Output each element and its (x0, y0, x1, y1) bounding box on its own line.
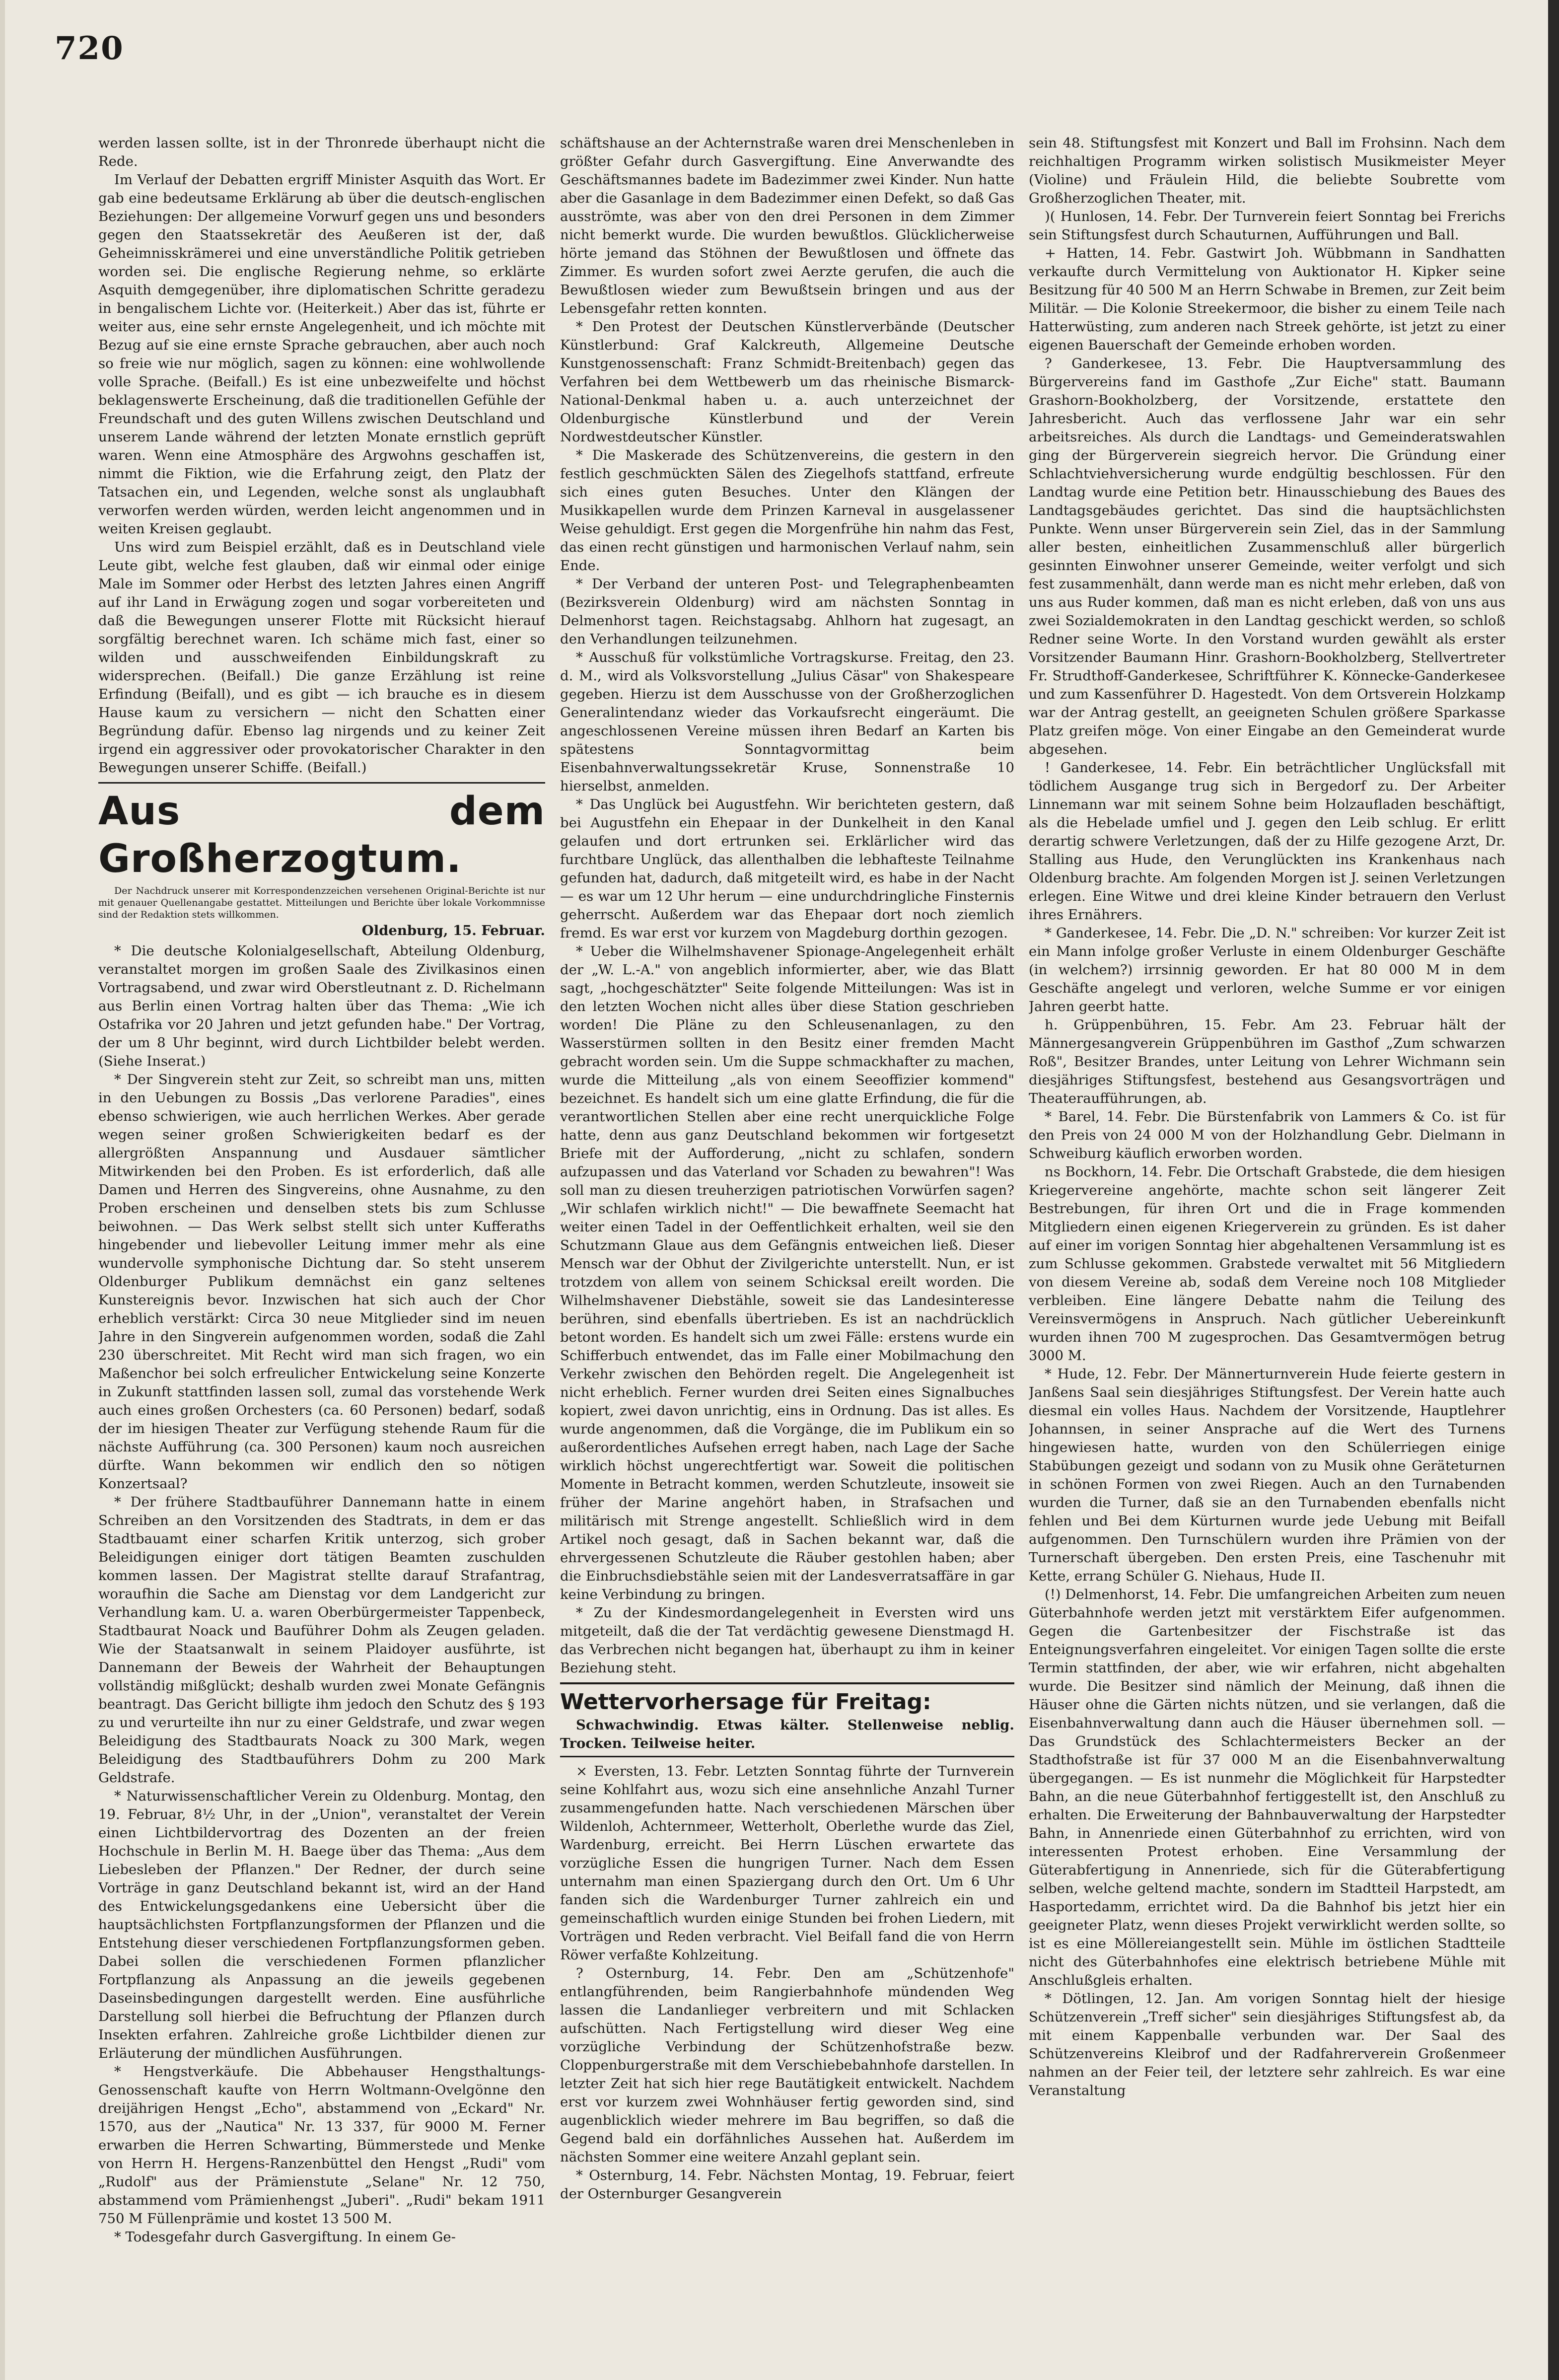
article-text: (!) Delmenhorst, 14. Febr. Die umfangreichen Arbeiten zum neuen Güterbahnhofe werden jetzt mit verstärktem Eifer aufgenommen. Gegen die Gartenbesitzer der Fischstraße ist das Enteignungsverfahren eingeleitet. Vor einigen Tagen sollte die erste Termin stattfinden, der aber, wie wir erfahren, nicht abgehalten wurde. Die Besitzer sind nämlich der Meinung, daß ihnen die Häuser ohne die Gärten nichts nützen, und sie verlangen, daß die Eisenbahnverwaltung dann auch die Häuser übernehmen soll. — Das Grundstück des Schlachtermeisters Becker an der Stadthofstraße ist für 37 000 M an die Eisenbahnverwaltung übergegangen. — Es ist nunmehr die Möglichkeit für Harpstedter Bahn, an die neue Güterbahnhof fertiggestellt ist, den Anschluß zu erhalten. Die Erweiterung der Bahnbauverwaltung der Harpstedter Bahn, in Annenriede einen Güterbahnhof zu errichten, wird von interessenten Protest erhoben. Eine Versammlung der Güterabfertigung in Annenriede, sich für die Güterabfertigung selben, welche geltend machte, sondern im Stadtteil Harpstedt, am Hasportedamm, errichtet wird. Da die Bahnhof bis jetzt hier ein geeigneter Platz, wenn dieses Projekt verwirklicht werden sollte, so ist es eine Möllereiangestellt sein. Mühle im östlichen Stadtteile nicht des Güterbahnhofes eine elektrisch betriebene Mühle mit Anschlußgleis erhalten. (1029, 1587, 1505, 1988)
article-text: * Ausschuß für volkstümliche Vortragskurse. Freitag, den 23. d. M., wird als Volksvorstellung „Julius Cäsar" von Shakespeare gegeben. Hierzu ist dem Ausschusse von der Großherzoglichen Generalintendanz wieder das Vorkaufsrecht eingeräumt. Die angeschlossenen Vereine müssen ihren Bedarf an Karten bis spätestens Sonntagvormittag beim Eisenbahnverwaltungssekretär Kruse, Sonnenstraße 10 hierselbst, anmelden. (560, 649, 1014, 794)
article-text: * Die Maskerade des Schützenvereins, die gestern in den festlich geschmückten Sälen des Ziegelhofs stattfand, erfreute sich eines guten Besuches. Unter den Klängen der Musikkapellen wurde dem Prinzen Karneval in ausgelassener Weise gehuldigt. Erst gegen die Morgenfrühe hin nahm das Fest, das einen recht günstigen und harmonischen Verlauf nahm, sein Ende. (560, 447, 1014, 574)
dateline: Oldenburg, 15. Februar. (361, 923, 545, 938)
article-text: * Ueber die Wilhelmshavener Spionage-Angelegenheit erhält der „W. L.-A." von angeblich informierter, aber, wie das Blatt sagt, „hochgeschätzter" Seite folgende Mitteilungen: Was ist in den letzten Wochen nicht alles über diese Station geschrieben worden! Die Pläne zu den Schleusenanlagen, zu den Wasserstürmen sollten in den Besitz einer fremden Macht gebracht worden sein. Um die Suppe schmackhafter zu machen, wurde die Mitteilung „als von einem Seeoffizier kommend" bezeichnet. Es handelt sich um eine glatte Erfindung, die für die verantwortlichen Stellen aber eine recht unerquickliche Folge hatte, denn aus ganz Deutschland bekommen wir fortgesetzt Briefe mit der Aufforderung, „nicht zu schlafen, sondern aufzupassen und das Vaterland vor Schaden zu bewahren"! Was soll man zu diesen treuherzigen patriotischen Vorwürfen sagen? „Wir schlafen wirklich nicht!" — Die bewaffnete Seemacht hat weiter einen Tadel in der Oeffentlichkeit erhalten, weil sie den Schutzmann Glaue aus dem Gefängnis entweichen ließ. Dieser Mensch war der Obhut der Zivilgerichte unterstellt. Nun, er ist trotzdem von allem von seinem Schicksal ereilt worden. Die Wilhelmshavener Diebstähle, soweit sie das Landesinteresse berühren, sind ebenfalls übertrieben. Es ist an nachdrücklich betont worden. Es handelt sich um zwei Fälle: erstens wurde ein Schifferbuch entwendet, das im Falle einer Mobilmachung den Verkehr zwischen den Behörden regelt. Die Angelegenheit ist nicht erheblich. Ferner wurden drei Seiten eines Signalbuches kopiert, zwei davon unrichtig, eins in Ordnung. Das ist alles. Es wurde angenommen, daß die Vorgänge, die im Publikum ein so außerordentliches Aufsehen erregt haben, nach Lage der Sache wirklich höchst ungerechtfertigt war. Soweit die politischen Momente in Betracht kommen, werden Schutzleute, insoweit sie früher der Marine angehört haben, in Strafsachen und militärisch mit Strenge angestellt. Schließlich wird in dem Artikel noch gesagt, daß in Sachen bekannt war, daß die ehrvergessenen Schutzleute die Räuber gestohlen haben; aber die Einbruchsdiebstähle seien mit der Landesverratsaffäre in gar keine Verbindung zu bringen. (560, 943, 1014, 1602)
article-text: * Der Verband der unteren Post- und Telegraphenbeamten (Bezirksverein Oldenburg) wird am nächsten Sonntag in Delmenhorst tagen. Reichstagsabg. Ahlhorn hat zugesagt, an den Verhandlungen teilzunehmen. (560, 576, 1014, 647)
scan-left-edge (0, 0, 5, 2380)
article-text: ? Osternburg, 14. Febr. Den am „Schützenhofe" entlangführenden, beim Rangierbahnhofe mündenden Weg lassen die Landanlieger verbreitern und mit Schlacken aufschütten. Nach Fertigstellung wird dieser Weg eine vorzügliche Verbindung der Schützenhofstraße bezw. Cloppenburgerstraße mit dem Verschiebebahnhofe darstellen. In letzter Zeit hat sich hier rege Bautätigkeit entwickelt. Nachdem erst vor kurzem zwei Wohnhäuser fertig geworden sind, sind augenblicklich wieder mehrere im Bau begriffen, so daß die Gegend bald ein dorfähnliches Aussehen hat. Außerdem im nächsten Sommer eine weitere Anzahl geplant sein. (560, 1965, 1014, 2165)
article-text: h. Grüppenbühren, 15. Febr. Am 23. Februar hält der Männergesangverein Grüppenbühren im Gasthof „Zum schwarzen Roß", Besitzer Brandes, unter Leitung von Lehrer Wichmann sein diesjähriges Stiftungsfest, bestehend aus Gesangsvorträgen und Theateraufführungen, ab. (1029, 1017, 1505, 1106)
column-3 (1029, 134, 1505, 2359)
column-2 (560, 134, 1014, 2359)
weather-text: Schwachwindig. Etwas kälter. Stellenweise neblig. Trocken. Teilweise heiter. (560, 1717, 1014, 1751)
article-text: werden lassen sollte, ist in der Thronrede überhaupt nicht die Rede. (98, 135, 545, 169)
article-text: * Hengstverkäufe. Die Abbehauser Hengsthaltungs-Genossenschaft kaufte von Herrn Woltmann-Ovelgönne den dreijährigen Hengst „Echo", abstammend von „Eckard" Nr. 1570, aus der „Nautica" Nr. 13 337, für 9000 M. Ferner erwarben die Herren Schwarting, Bümmerstede und Menke von Herrn H. Hergens-Ranzenbüttel den Hengst „Rudi" vom „Rudolf" aus der Prämienstute „Selane" Nr. 12 750, abstammend vom Prämienhengst „Juberi". „Rudi" bekam 1911 750 M Füllenprämie und kostet 13 500 M. (98, 2064, 545, 2227)
article-text: * Dötlingen, 12. Jan. Am vorigen Sonntag hielt der hiesige Schützenverein „Treff sicher" sein diesjähriges Stiftungsfest ab, da mit einem Kappenballe verbunden war. Der Saal des Schützenvereins Kleibrof und der Radfahrerverein Großenmeer nahmen an der Feier teil, der letztere sehr zahlreich. Es war eine Veranstaltung (1029, 1991, 1505, 2098)
article-text: Im Verlauf der Debatten ergriff Minister Asquith das Wort. Er gab eine bedeutsame Erklärung ab über die deutsch-englischen Beziehungen: Der allgemeine Vorwurf gegen uns und besonders gegen den Staatssekretär des Aeußeren ist der, daß Geheimnisskrämerei und eine unverständliche Politik getrieben worden sei. Die englische Regierung nehme, so erklärte Asquith demgegenüber, ihre diplomatischen Schritte geradezu in bengalischem Lichte vor. (Heiterkeit.) Aber das ist, führte er weiter aus, eine sehr ernste Angelegenheit, und ich möchte mit Bezug auf sie eine ernste Sprache gebrauchen, aber auch noch so freie wie nur möglich, sagen zu können: eine wohlwollende volle Sprache. (Beifall.) Es ist eine unbezweifelte und höchst beklagenswerte Erscheinung, daß die traditionellen Gefühle der Freundschaft und des guten Willens zwischen Deutschland und unserem Lande während der letzten Monate ernstlich geprüft waren. Wenn eine Atmosphäre des Argwohns geschaffen ist, nimmt die Fiktion, wie die Erfahrung zeigt, den Platz der Tatsachen ein, und Legenden, welche sonst als unglaubhaft verworfen werden würden, werden leicht angenommen und in weiten Kreisen geglaubt. (98, 172, 545, 537)
article-text: ? Ganderkesee, 13. Febr. Die Hauptversammlung des Bürgervereins fand im Gasthofe „Zur Eiche" statt. Baumann Grashorn-Bookholzberg, der Vorsitzende, erstattete den Jahresbericht. Auch das verflossene Jahr war ein sehr arbeitsreiches. Als durch die Landtags- und Gemeinderatswahlen ging der Bürgerverein siegreich hervor. Die Gründung einer Schlachtviehversicherung wurde endgültig beschlossen. Für den Landtag wurde eine Petition betr. Hinausschiebung des Baues des Landtagsgebäudes gerichtet. Das sind die hauptsächlichsten Punkte. Wenn unser Bürgerverein sein Ziel, das in der Sammlung aller besten, einheitlichen Zusammenschluß aller bürgerlich gesinnten Einwohner unserer Gemeinde, weiter verfolgt und sich fest zusammenhält, dann werde man es nicht mehr erleben, daß von uns aus Ruder kommen, daß man es nicht erleben, daß von uns aus zwei Sozialdemokraten in den Landtag geschickt werden, so schloß Redner seine Worte. In den Vorstand wurden gewählt als erster Vorsitzender Baumann Hinr. Grashorn-Bookholzberg, Stellvertreter Fr. Strudthoff-Ganderkesee, Schriftführer K. Könnecke-Ganderkesee und zum Kassenführer D. Hagestedt. Von dem Ortsverein Holzkamp war der Antrag gestellt, an geeigneten Schulen größere Sparkasse Platz greifen möge. Von einer Eingabe an den Gemeinderat wurde abgesehen. (1029, 356, 1505, 757)
article-text: sein 48. Stiftungsfest mit Konzert und Ball im Frohsinn. Nach dem reichhaltigen Programm wirken solistisch Musikmeister Meyer (Violine) und Fräulein Hild, die beliebte Soubrette vom Großherzoglichen Theater, mit. (1029, 135, 1505, 206)
column-1 (98, 134, 545, 2359)
section-title: Aus dem Großherzogtum. (98, 789, 545, 881)
article-text: * Todesgefahr durch Gasvergiftung. In einem Ge- (114, 2229, 456, 2245)
article-text: * Barel, 14. Febr. Die Bürstenfabrik von Lammers & Co. ist für den Preis von 24 000 M von der Holzhandlung Gebr. Dielmann in Schweiburg käuflich erworben worden. (1029, 1109, 1505, 1161)
article-text: * Ganderkesee, 14. Febr. Die „D. N." schreiben: Vor kurzer Zeit ist ein Mann infolge großer Verluste in einem Oldenburger Geschäfte (in welchem?) irrsinnig geworden. Er hat 80 000 M in dem Geschäfte angelegt und verloren, welche Summe er vor einigen Jahren geerbt hatte. (1029, 925, 1505, 1014)
article-text: * Das Unglück bei Augustfehn. Wir berichteten gestern, daß bei Augustfehn ein Ehepaar in der Dunkelheit in den Kanal gelaufen und dort ertrunken sei. Erklärlicher wird das furchtbare Unglück, das allenthalben die lebhafteste Teilnahme gefunden hat, dadurch, daß mitgeteilt wird, es habe in der Nacht — es war um 12 Uhr herum — eine undurchdringliche Finsternis geherrscht. Außerdem war das Ehepaar dort noch ziemlich fremd. Es war erst vor kurzem von Magdeburg dorthin gezogen. (560, 796, 1014, 941)
article-text: schäftshause an der Achternstraße waren drei Menschenleben in größter Gefahr durch Gasvergiftung. Eine Anverwandte des Geschäftsmannes badete im Badezimmer zwei Kinder. Nun hatte aber die Gasanlage in dem Badezimmer einen Defekt, so daß Gas ausströmte, was aber von den drei Personen in dem Zimmer nicht bemerkt wurde. Die wurden bewußtlos. Glücklicherweise hörte jemand das Stöhnen der Bewußtlosen und öffnete das Zimmer. Es wurden sofort zwei Aerzte gerufen, die auch die Bewußtlosen wieder zum Bewußtsein bringen und aus der Lebensgefahr retten konnten. (560, 135, 1014, 316)
weather-forecast (560, 1682, 1014, 1757)
page-number: 720 (55, 30, 124, 67)
article-text: ⨯ Eversten, 13. Febr. Letzten Sonntag führte der Turnverein seine Kohlfahrt aus, wozu sich eine ansehnliche Anzahl Turner zusammengefunden hatte. Nach verschiedenen Märschen über Wildenloh, Achternmeer, Wetterholt, Oberlethe wurde das Ziel, Wardenburg, erreicht. Bei Herrn Lüschen erwartete das vorzügliche Essen die hungrigen Turner. Nach dem Essen unternahm man einen Spaziergang durch den Ort. Um 6 Uhr fanden sich die Wardenburger Turner zahlreich ein und gemeinschaftlich wurden einige Stunden bei frohen Liedern, mit Vorträgen und Reden verbracht. Viel Beifall fand die von Herrn Röwer verfaßte Kohlzeitung. (560, 1763, 1014, 1963)
section-note: Der Nachdruck unserer mit Korrespondenzzeichen versehenen Original-Berichte ist nur mit genauer Quellenangabe gestattet. Mitteilungen und Berichte über lokale Vorkommnisse sind der Redaktion stets willkommen. (98, 885, 545, 920)
article-text: * Osternburg, 14. Febr. Nächsten Montag, 19. Februar, feiert der Osternburger Gesangverein (560, 2167, 1014, 2202)
article-text: ns Bockhorn, 14. Febr. Die Ortschaft Grabstede, die dem hiesigen Kriegervereine angehörte, machte schon seit längerer Zeit Bestrebungen, für ihren Ort und die in Frage kommenden Mitgliedern einen eigenen Kriegerverein zu gründen. Es ist daher auf einer im vorigen Sonntag hier abgehaltenen Versammlung ist es zum Schlusse gekommen. Grabstede verwaltet mit 56 Mitgliedern von diesem Vereine ab, sodaß dem Vereine noch 108 Mitglieder verbleiben. Eine längere Debatte nahm die Teilung des Vereinsvermögens in Anspruch. Nach gütlicher Uebereinkunft wurden ihnen 700 M zugesprochen. Das Gesamtvermögen betrug 3000 M. (1029, 1164, 1505, 1364)
divider (98, 782, 545, 784)
article-text: * Den Protest der Deutschen Künstlerverbände (Deutscher Künstlerbund: Graf Kalckreuth, Allgemeine Deutsche Kunstgenossenschaft: Franz Schmidt-Breitenbach) gegen das Verfahren bei dem Wettbewerb um das rheinische Bismarck-National-Denkmal haben u. a. auch unterzeichnet der Oldenburgische Künstlerbund und der Verein Nordwestdeutscher Künstler. (560, 319, 1014, 445)
article-text: * Der Singverein steht zur Zeit, so schreibt man uns, mitten in den Uebungen zu Bossis „Das verlorene Paradies", eines ebenso schwierigen, wie auch herrlichen Werkes. Aber gerade wegen seiner großen Schwierigkeiten bedarf es der allergrößten Anspannung und Ausdauer sämtlicher Mitwirkenden bei den Proben. Es ist erforderlich, daß alle Damen und Herren des Singvereins, ohne Ausnahme, zu den Proben erscheinen und denselben stets bis zum Schlusse beiwohnen. — Das Werk selbst stellt sich unter Kufferaths hingebender und liebevoller Leitung immer mehr als eine wundervolle symphonische Dichtung dar. So steht unserem Oldenburger Publikum demnächst ein ganz seltenes Kunstereignis bevor. Inzwischen hat sich auch der Chor erheblich verstärkt: Circa 30 neue Mitglieder sind im neuen Jahre in den Singverein aufgenommen worden, sodaß die Zahl 230 überschreitet. Mit Recht wird man sich fragen, wo ein Maßenchor bei solch erfreulicher Entwickelung seine Konzerte in Zukunft stattfinden lassen soll, zumal das vorstehende Werk auch eines großen Orchesters (ca. 60 Personen) bedarf, sodaß der im hiesigen Theater zur Verfügung stehende Raum für die nächste Aufführung (ca. 300 Personen) kaum noch ausreichen dürfte. Wann bekommen wir endlich den so nötigen Konzertsaal? (98, 1072, 545, 1492)
weather-title: Wettervorhersage für Freitag: (560, 1689, 931, 1715)
article-text: ! Ganderkesee, 14. Febr. Ein beträchtlicher Unglücksfall mit tödlichem Ausgange trug sich in Bergedorf zu. Der Arbeiter Linnemann war mit seinem Sohne beim Holzaufladen beschäftigt, als die Hebelade umfiel und J. gegen den Leib schlug. Er erlitt derartig schwere Verletzungen, daß der zu Hilfe gezogene Arzt, Dr. Stalling aus Hude, den Verunglückten ins Krankenhaus nach Oldenburg brachte. Am folgenden Morgen ist J. seinen Verletzungen erlegen. Eine Witwe und drei kleine Kinder betrauern den Verlust ihres Ernährers. (1029, 760, 1505, 923)
article-text: * Naturwissenschaftlicher Verein zu Oldenburg. Montag, den 19. Februar, 8½ Uhr, in der „Union", veranstaltet der Verein einen Lichtbildervortrag des Dozenten an der freien Hochschule in Berlin M. H. Baege über das Thema: „Aus dem Liebesleben der Pflanzen." Der Redner, der durch seine Vorträge in ganz Deutschland bekannt ist, wird an der Hand des Entwickelungsgedankens eine Uebersicht über die hauptsächlichsten Fortpflanzungsformen der Pflanzen und die Entstehung dieser verschiedenen Fortpflanzungsformen geben. Dabei sollen die verschiedenen Formen pflanzlicher Fortpflanzung als Anpassung an die jeweils gegebenen Daseinsbedingungen dargestellt werden. Eine ausführliche Darstellung soll hierbei die Befruchtung der Pflanzen durch Insekten erfahren. Zahlreiche große Lichtbilder dienen zur Erläuterung der mündlichen Ausführungen. (98, 1788, 545, 2061)
article-text: Uns wird zum Beispiel erzählt, daß es in Deutschland viele Leute gibt, welche fest glauben, daß wir einmal oder einige Male im Sommer oder Herbst des letzten Jahres einen Angriff auf ihr Land in Erwägung zogen und sogar vorbereiteten und daß die Bewegungen unserer Flotte mit Rücksicht hierauf sorgfältig berechnet waren. Ich schäme mich fast, einer so wilden und ausschweifenden Einbildungskraft zu widersprechen. (Beifall.) Die ganze Erzählung ist reine Erfindung (Beifall), und es gibt — ich brauche es in diesem Hause kaum zu versichern — nicht den Schatten einer Begründung dafür. Ebenso lag nirgends und zu keiner Zeit irgend ein aggressiver oder provokatorischer Charakter in den Bewegungen unserer Schiffe. (Beifall.) (98, 539, 545, 776)
scan-right-edge (1548, 0, 1559, 2380)
article-text: * Zu der Kindesmordangelegenheit in Eversten wird uns mitgeteilt, daß die der Tat verdächtig gewesene Dienstmagd H. das Verbrechen nicht begangen hat, überhaupt zu ihm in keiner Beziehung steht. (560, 1605, 1014, 1676)
article-text: * Hude, 12. Febr. Der Männerturnverein Hude feierte gestern in Janßens Saal sein diesjähriges Stiftungsfest. Der Verein hatte auch diesmal ein volles Haus. Nachdem der Vorsitzende, Hauptlehrer Johannsen, in seiner Ansprache auf die Wert des Turnens hingewiesen hatte, wurden von den Schülerriegen einige Stabübungen gezeigt und sodann von zu Musik ohne Geräteturnen in schönen Formen von zwei Riegen. Auch an den Turnabenden wurden die Turner, daß sie an den Turnabenden ebenfalls nicht fehlen und Bei dem Kürturnen wurde jede Uebung mit Beifall aufgenommen. Den Turnschülern wurden ihre Prämien von der Turnerschaft übergeben. Den ersten Preis, eine Taschenuhr mit Kette, errang Schüler G. Niehaus, Hude II. (1029, 1366, 1505, 1584)
article-text: * Die deutsche Kolonialgesellschaft, Abteilung Oldenburg, veranstaltet morgen im großen Saale des Zivilkasinos einen Vortragsabend, und zwar wird Oberstleutnant z. D. Richelmann aus Berlin einen Vortrag halten über das Thema: „Wie ich Ostafrika vor 20 Jahren und jetzt gefunden habe." Der Vortrag, der um 8 Uhr beginnt, wird durch Lichtbilder belebt werden. (Siehe Inserat.) (98, 943, 545, 1069)
article-text: + Hatten, 14. Febr. Gastwirt Joh. Wübbmann in Sandhatten verkaufte durch Vermittelung von Auktionator H. Kipker seine Besitzung für 40 500 M an Herrn Schwabe in Bremen, zur Zeit beim Militär. — Die Kolonie Streekermoor, die bisher zu einem Teile nach Hatterwüsting, zum anderen nach Streek gehörte, ist jetzt zu einer eigenen Bauerschaft der Gemeinde erhoben worden. (1029, 245, 1505, 353)
article-text: * Der frühere Stadtbauführer Dannemann hatte in einem Schreiben an den Vorsitzenden des Stadtrats, in dem er das Stadtbauamt einer scharfen Kritik unterzog, sich grober Beleidigungen einiger dort tätigen Beamten zuschulden kommen lassen. Der Magistrat stellte darauf Strafantrag, woraufhin die Sache am Dienstag vor dem Landgericht zur Verhandlung kam. U. a. waren Oberbürgermeister Tappenbeck, Stadtbaurat Noack und Bauführer Dohm als Zeugen geladen. Wie der Staatsanwalt in seinem Plaidoyer ausführte, ist Dannemann der Beweis der Wahrheit der Behauptungen vollständig mißglückt; deshalb wurden zwei Monate Gefängnis beantragt. Das Gericht billigte ihm jedoch den Schutz des § 193 zu und verurteilte ihn nur zu einer Geldstrafe, und zwar wegen Beleidigung des Stadtbaurats Noack zu 300 Mark, wegen Beleidigung des Stadtbauführers Dohm zu 200 Mark Geldstrafe. (98, 1494, 545, 1786)
article-text: )( Hunlosen, 14. Febr. Der Turnverein feiert Sonntag bei Frerichs sein Stiftungsfest durch Schauturnen, Aufführungen und Ball. (1029, 209, 1505, 243)
